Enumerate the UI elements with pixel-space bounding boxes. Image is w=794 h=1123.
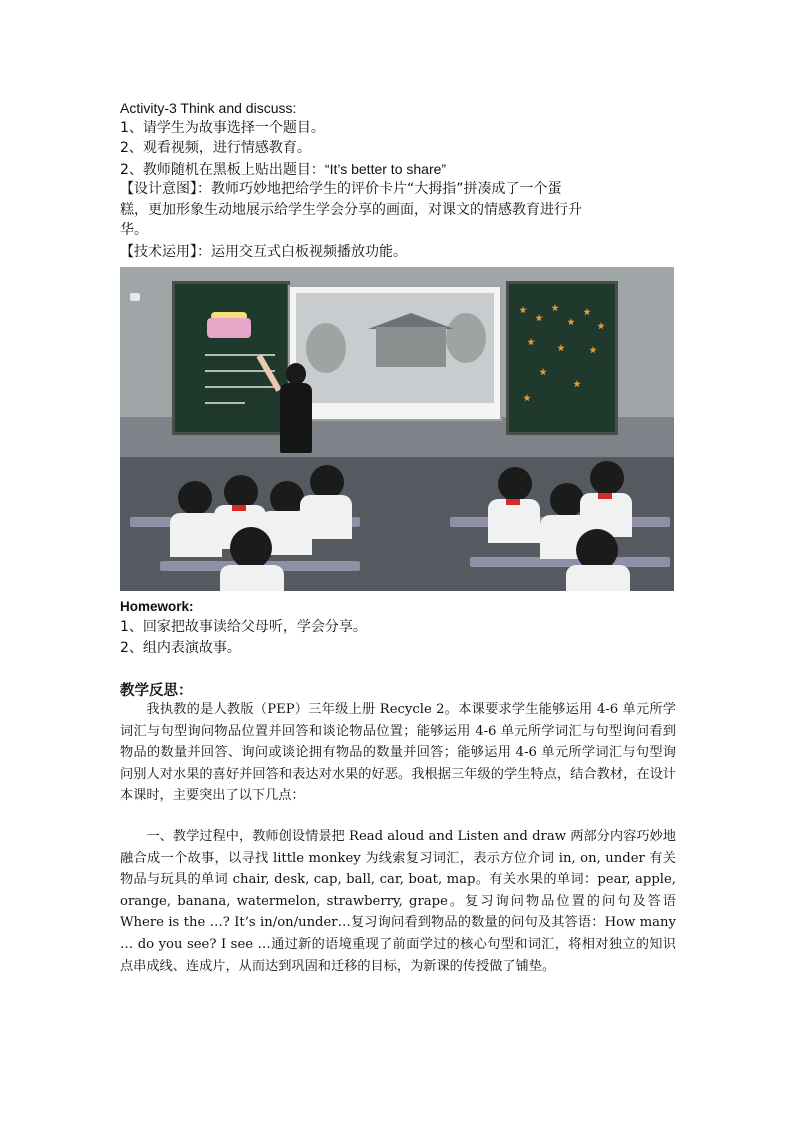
student-uniform	[220, 565, 284, 591]
reflection-paragraph-1: 我执教的是人教版（PEP）三年级上册 Recycle 2。本课要求学生能够运用 4-6 单元所学词汇与句型询问物品位置并回答和谈论物品位置；能够运用 4-6 单元所学词汇与句型询问看到物品的数量并回答、询问或谈论拥有物品的数量并回答；能够运用 4-6 单元所学词汇与句型询问别人对水果的喜好并回答和表达对水果的好恶。我根据三年级的学生特点，结合教材，在设计本课时，主要突出了以下几点：	[120, 702, 676, 804]
star-icon	[597, 322, 605, 330]
student	[310, 465, 344, 499]
star-icon	[519, 306, 527, 314]
student	[550, 483, 584, 517]
homework-item-2: 2、组内表演故事。	[120, 640, 241, 656]
blackboard-right	[506, 281, 618, 435]
star-icon	[557, 344, 565, 352]
star-icon	[589, 346, 597, 354]
collar	[506, 499, 520, 505]
star-icon	[523, 394, 531, 402]
star-icon	[567, 318, 575, 326]
reflection-title: 教学反思：	[120, 683, 193, 699]
homework-title: Homework:	[120, 599, 194, 614]
star-icon	[551, 304, 559, 312]
chalk-line	[205, 386, 275, 388]
collar	[232, 505, 246, 511]
activity-title: Activity-3 Think and discuss:	[120, 100, 297, 116]
step-2: 2、观看视频，进行情感教育。	[120, 140, 311, 156]
house	[376, 327, 446, 367]
tree	[306, 323, 346, 373]
thumbs-up-cake	[207, 318, 251, 338]
star-icon	[573, 380, 581, 388]
star-icon	[583, 308, 591, 316]
chalk-line	[205, 354, 275, 356]
student	[178, 481, 212, 515]
student	[230, 527, 272, 569]
projector-screen	[288, 285, 502, 421]
design-intent-line-2: 糕，更加形象生动地展示给学生学会分享的画面，对课文的情感教育进行升	[120, 202, 582, 218]
student	[590, 461, 624, 495]
teacher-head	[286, 363, 306, 385]
step-3-quote: “It’s better to share”	[324, 161, 447, 177]
star-icon	[535, 314, 543, 322]
homework-item-1: 1、回家把故事读给父母听，学会分享。	[120, 619, 367, 635]
camera-icon	[130, 293, 140, 301]
student-uniform	[488, 499, 540, 543]
student	[224, 475, 258, 509]
collar	[598, 493, 612, 499]
design-intent-line-3: 华。	[120, 222, 148, 238]
design-intent-line-1: 【设计意图】：教师巧妙地把给学生的评价卡片“大拇指”拼凑成了一个蛋	[120, 181, 562, 197]
student	[498, 467, 532, 501]
star-icon	[527, 338, 535, 346]
step-3-prefix: 2、教师随机在黑板上贴出题目：	[120, 162, 325, 178]
teacher	[280, 383, 312, 453]
student-uniform	[566, 565, 630, 591]
video-frame	[296, 293, 494, 403]
chalk-line	[205, 402, 245, 404]
student-uniform	[300, 495, 352, 539]
tech-use: 【技术运用】：运用交互式白板视频播放功能。	[120, 244, 407, 260]
star-icon	[539, 368, 547, 376]
student	[270, 481, 304, 515]
step-1: 1、请学生为故事选择一个题目。	[120, 120, 325, 136]
blackboard-left	[172, 281, 290, 435]
step-3	[120, 159, 446, 180]
reflection-paragraph-2: 一、教学过程中，教师创设情景把 Read aloud and Listen and draw 两部分内容巧妙地融合成一个故事，以寻找 little monkey 为线索复习词汇，表示方位介词 in, on, under 有关物品与玩具的单词 chair, desk, cap, ball, car, boat, map。有关水果的单词：pear, apple, orange, banana, watermelon, strawberry, grape。复习询问物品位置的问句及答语 Where is the …? It’s in/on/under…复习询问看到物品的数量的问句及其答语：How many … do you see? I see …通过新的语境重现了前面学过的核心句型和词汇，将相对独立的知识点串成线、连成片，从而达到巩固和迁移的目标，为新课的传授做了铺垫。	[120, 829, 676, 974]
classroom-photo	[120, 267, 674, 591]
